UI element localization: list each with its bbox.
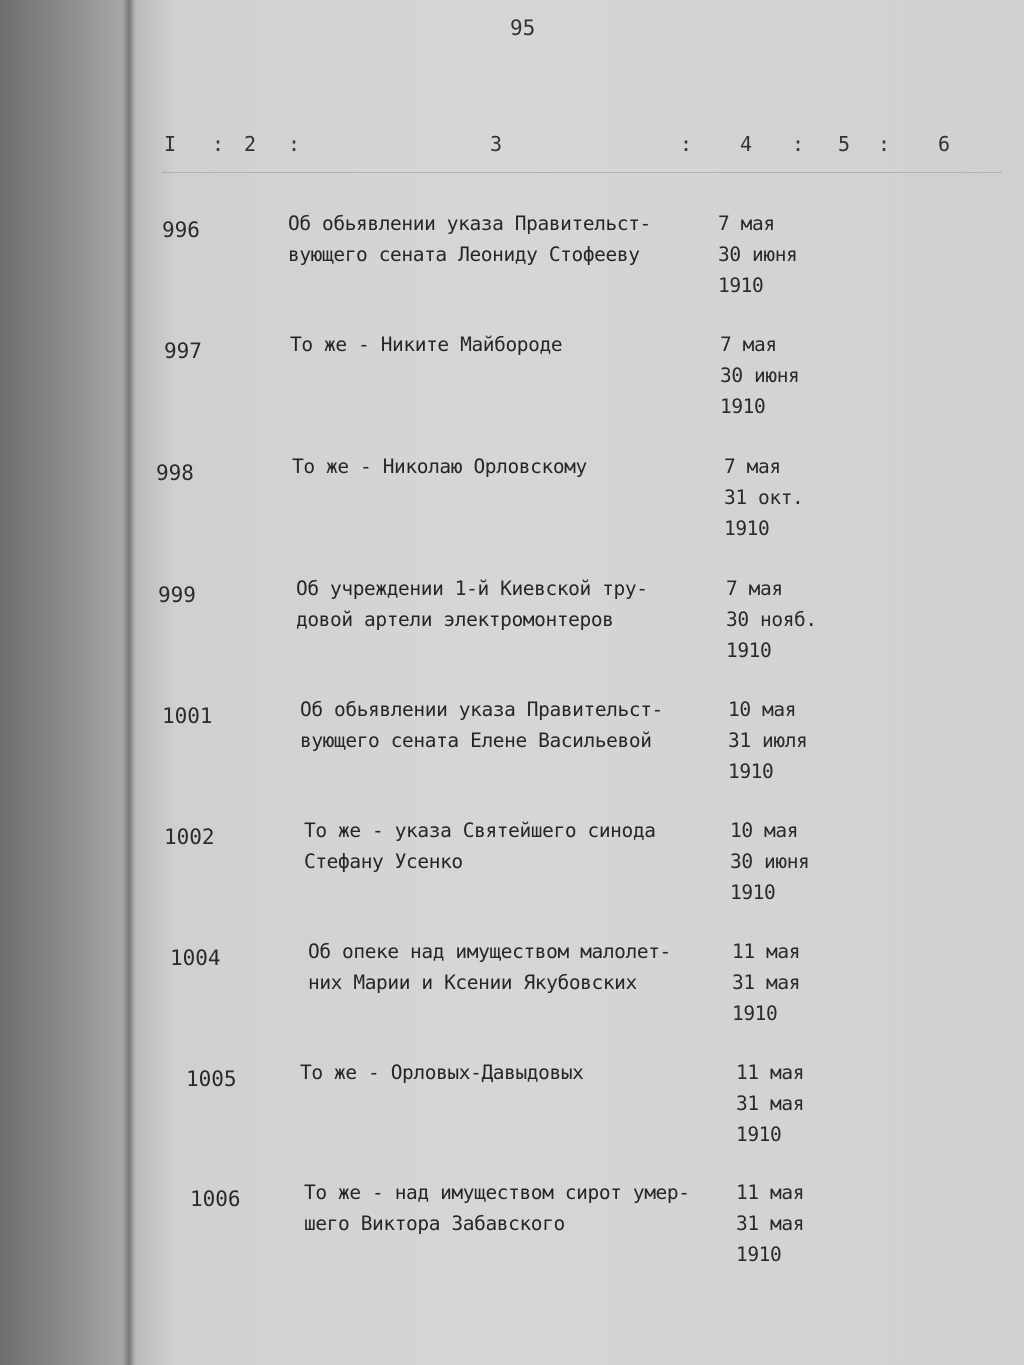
column-separator: : [680,132,693,156]
date-end: 31 окт. [724,486,804,509]
date-start: 10 мая [728,698,797,721]
date-year: 1910 [720,395,766,418]
entry-dates [718,208,797,301]
date-end: 30 июня [718,243,798,266]
entry-number: 1006 [190,1187,241,1211]
title-line: Об обьявлении указа Правительст- [288,212,651,235]
title-line: вующего сената Леониду Стофееву [288,243,640,266]
date-start: 11 мая [732,940,801,963]
document-page [132,0,1024,1365]
list-item [132,451,1024,571]
entry-title [304,815,656,877]
spine-fold-shadow [122,0,136,1365]
entry-dates [726,573,817,666]
title-line: вующего сената Елене Васильевой [300,729,652,752]
entry-title [308,936,671,998]
entry-number: 998 [156,461,194,485]
entry-title [296,573,648,635]
entry-title [300,694,663,756]
date-start: 7 мая [724,455,781,478]
column-header-1: I [164,132,177,156]
title-line: То же - Николаю Орловскому [292,455,587,478]
date-year: 1910 [718,274,764,297]
entry-dates [724,451,803,544]
title-line: То же - указа Святейшего синода [304,819,656,842]
list-item [132,1177,1024,1297]
date-year: 1910 [726,639,772,662]
date-start: 7 мая [726,577,783,600]
title-line: Об обьявлении указа Правительст- [300,698,663,721]
entry-number: 996 [162,218,200,242]
column-header-4: 4 [740,132,753,156]
title-line: довой артели электромонтеров [296,608,614,631]
entry-number: 1002 [164,825,215,849]
entry-dates [732,936,800,1029]
date-end: 31 мая [736,1092,805,1115]
list-item [132,573,1024,693]
column-header-2: 2 [244,132,257,156]
book-spine [0,0,140,1365]
entry-dates [736,1057,804,1150]
date-end: 31 мая [732,971,801,994]
date-year: 1910 [724,517,770,540]
entry-number: 999 [158,583,196,607]
date-end: 30 июня [720,364,800,387]
column-separator: : [878,132,891,156]
date-year: 1910 [730,881,776,904]
entry-number: 1001 [162,704,213,728]
title-line: Об опеке над имуществом малолет- [308,940,671,963]
title-line: То же - Никите Майбороде [290,333,563,356]
entry-dates [736,1177,804,1270]
title-line: То же - над имуществом сирот умер- [304,1181,690,1204]
date-end: 31 мая [736,1212,805,1235]
date-start: 7 мая [720,333,777,356]
date-end: 30 нояб. [726,608,817,631]
entry-dates [728,694,807,787]
entry-title [304,1177,690,1239]
list-item [132,1057,1024,1177]
entry-number: 1005 [186,1067,237,1091]
entry-title [292,451,587,482]
date-end: 31 июля [728,729,808,752]
date-year: 1910 [728,760,774,783]
list-item [132,815,1024,935]
date-start: 10 мая [730,819,799,842]
list-item [132,694,1024,814]
column-header-3: 3 [490,132,503,156]
list-item [132,208,1024,328]
column-separator: : [212,132,225,156]
date-end: 30 июня [730,850,810,873]
entry-number: 1004 [170,946,221,970]
date-year: 1910 [736,1123,782,1146]
header-rule [162,172,1002,173]
entry-title [290,329,562,360]
entry-title [300,1057,584,1088]
column-header-6: 6 [938,132,951,156]
list-item [132,936,1024,1056]
title-line: Стефану Усенко [304,850,463,873]
date-start: 7 мая [718,212,775,235]
title-line: них Марии и Ксении Якубовских [308,971,637,994]
column-separator: : [288,132,301,156]
date-year: 1910 [732,1002,778,1025]
entry-title [288,208,651,270]
column-separator: : [792,132,805,156]
date-start: 11 мая [736,1061,805,1084]
column-header-5: 5 [838,132,851,156]
title-line: Об учреждении 1-й Киевской тру- [296,577,648,600]
title-line: шего Виктора Забавского [304,1212,565,1235]
title-line: То же - Орловых-Давыдовых [300,1061,584,1084]
page-number: 95 [510,16,536,40]
date-start: 11 мая [736,1181,805,1204]
list-item [132,329,1024,449]
entry-dates [730,815,809,908]
entry-dates [720,329,799,422]
entry-number: 997 [164,339,202,363]
date-year: 1910 [736,1243,782,1266]
